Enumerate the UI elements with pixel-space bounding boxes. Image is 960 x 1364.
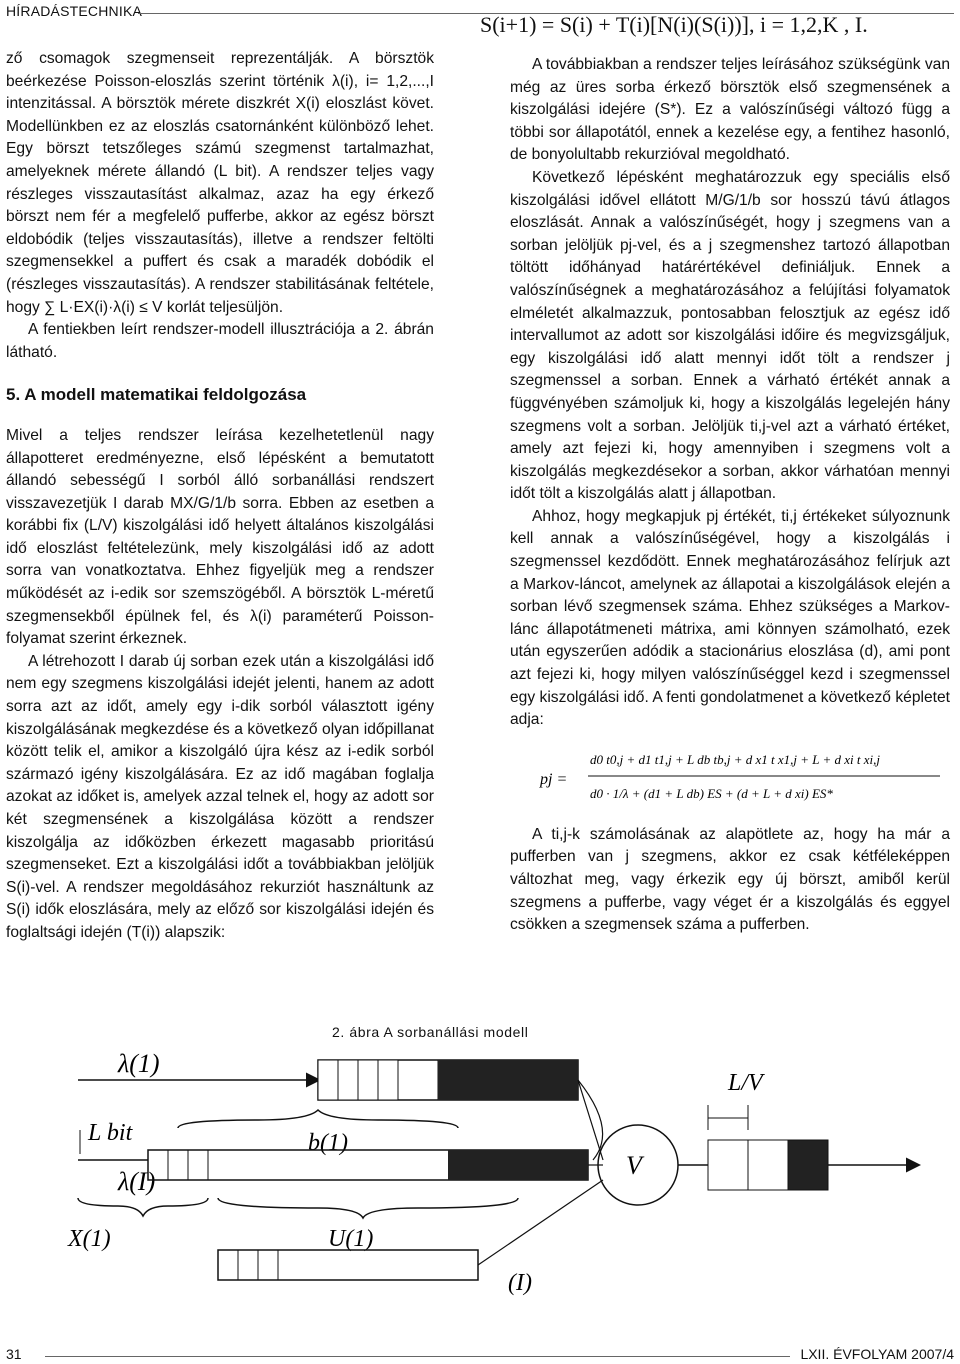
output-segments [708, 1140, 828, 1190]
right-column [480, 12, 950, 937]
I-label: (I) [508, 1270, 532, 1296]
buffer-bottom [218, 1250, 478, 1280]
queueing-model-figure [18, 1050, 942, 1330]
formula-numerator: d0 t0,j + d1 t1,j + L db tb,j + d x1 t x1,j + L + d xi t xi,j [590, 751, 881, 767]
pj-formula-svg [510, 736, 950, 816]
left-paragraph-1: ző csomagok szegmenseit reprezentálják. A börsztök beérkezése Poisson-eloszlás szerint történik λ(i), i= 1,2,...,I intenzitással. A börsztök mérete diszkrét X(i) eloszlást követ. Modellünkben ez az eloszlás csatornánként különböző lehet. Egy börszt tetszőleges számú szegmenst tartalmazhat, amelyeknek mérete állandó (L bit). A rendszer teljes vagy részleges visszautasítást alkalmaz, azaz ha egy érkező börszt nem fér a megfelelő pufferbe, akkor az egész börszt eldobódik (teljes visszautasítás), illetve a rendszer feltölti szegmensekkel a puffert és csak a maradék dobódik el (részleges visszautasítás). A rendszer stabilitásának feltétele, hogy ∑ L·EX(i)·λ(i) ≤ V korlát teljesüljön. [6, 50, 434, 316]
right-paragraph-3: Ahhoz, hogy megkapjuk pj értékét, ti,j értékeket súlyoznunk kell annak a valószínűségével, hogy a kiszolgálás i szegmenssel kezdődött. Ennek meghatározásához felírjuk azt a Markov-láncot, amelynek az állapotai a kiszolgálások elején a sorban lévő szegmensek száma. Ehhez szükséges a Markov-lánc állapotátmeneti mátrixa, ami könnyen számolható, ezek után egyszerűen adódik a stacionárius eloszlása (d), ami pont azt fejezi ki, hogy milyen valószínűséggel kezd i szegmenssel egy kiszolgálási idő. A fenti gondolatmenet a következő képletet adja: [510, 507, 950, 729]
left-paragraph-3: Mivel a teljes rendszer leírása kezelhetetlenül nagy állapotteret eredményezne, első lépésként a bemutatott állandó sebességű I sorból álló sorbanállási rendszert visszavezetjük I darab MX/G/1/b sorra. Ebben az esetben a korábbi fix (L/V) kiszolgálási idő helyett általános kiszolgálási idő eloszlást feltételezünk, mely kiszolgálási idő az adott sorra van vonatkoztatva. Ehhez figyeljük meg a rendszer működését az i-edik sor szemszögéből. A börsztök L-méretű szegmensekből épülnek fel, és λ(i) paraméterű Poisson-folyamat szerint érkeznek. [6, 426, 434, 648]
running-header: HÍRADÁSTECHNIKA [6, 3, 143, 19]
buffer-middle [148, 1150, 588, 1180]
b1-label: b(1) [308, 1130, 348, 1156]
X1-label: X(1) [68, 1226, 111, 1252]
right-paragraph-1: A továbbiakban a rendszer teljes leírásához szükségünk van még az üres sorba érkező börsztök első szegmensének a kiszolgálási idejére (S*). Ez a valószínűségi változó függ a többi sor állapotától, ennek a kezelése egy, a fentihez hasonló, de bonyolultabb rekurzióval megoldható. [510, 56, 950, 164]
lambda1-label: λ(1) [118, 1050, 160, 1078]
pj-formula [510, 736, 950, 816]
left-column [6, 48, 434, 945]
u1-brace [218, 1198, 518, 1218]
page-number: 31 [6, 1346, 22, 1362]
formula-lhs: pj = [540, 770, 568, 788]
buffer-1 [318, 1060, 578, 1100]
lbit-label: L bit [88, 1120, 133, 1146]
x1-brace [78, 1198, 208, 1216]
b1-brace [178, 1110, 458, 1128]
U1-label: U(1) [328, 1226, 374, 1252]
figure-caption: 2. ábra A sorbanállási modell [332, 1024, 529, 1040]
LV-label: L/V [728, 1070, 763, 1096]
right-paragraph-2: Következő lépésként meghatározzuk egy speciális első kiszolgálási idővel ellátott M/G/1/b sor hosszú távú átlagos eloszlását. Annak a valószínűségét, hogy j szegmens van a sorban jelöljük pj-vel, és a j szegmenshez tartozó állapotban töltött időhányad határértékével definiáljuk. Ennek a valószínűségnek a meghatározásához a felújítási folyamatok elméletét alkalmazzuk, pontosabban felosztjuk az egész idő intervallumot az adott sor kiszolgálási időire és megvizsgáljuk, egy kiszolgálási idő alatt mennyi időt tölt a rendszer j szegmenssel a sorban. Ennek a várható értékét annak a függvényében számoljuk ki, hogy a kiszolgálás legelején hány szegmens volt a sorban. Jelöljük ti,j-vel azt a várható értéket, amely azt fejezi ki, hogy amennyiben i szegmens volt a kiszolgálás megkezdésekor a sorban, akkor várhatóan mennyi időt tölt a kiszolgálás alatt j állapotban. [510, 168, 950, 503]
footer-rule [45, 1356, 790, 1357]
V-label: V [626, 1151, 642, 1180]
left-paragraph-2: A fentiekben leírt rendszer-modell illusztrációja a 2. ábrán látható. [6, 321, 434, 361]
recursion-equation: S(i+1) = S(i) + T(i)[N(i)(S(i))], i = 1,2,K , I. [480, 12, 868, 37]
volume-label: LXII. ÉVFOLYAM 2007/4 [800, 1346, 954, 1362]
lambdaI-label: λ(I) [118, 1167, 156, 1196]
left-paragraph-4: A létrehozott I darab új sorban ezek után a kiszolgálási idő nem egy szegmens kiszolgálási idejét jelenti, hanem az adott sorra azt az időt, amely egy i-dik sorból választott igény kiszolgálásának megkezdése és a következő olyan időpillanat között telik el, amikor a kiszolgáló újra kész az i-edik sorból származó igény kiszolgálására. Ez az idő magában foglalja azokat az időket is, amelyek azzal telnek el, hogy az adott sor két szegmensének a kiszolgálása között a rendszer kiszolgálja az időközben érkezett magasabb prioritású szegmenseket. Ezt a kiszolgálási időt a továbbiakban jelöljük S(i)-vel. A rendszer megoldásához rekurziót használtunk az S(i) idők eloszlására, mely az előző sor kiszolgálási idején és foglaltsági idején (T(i)) alapszik: [6, 652, 434, 941]
section-heading: 5. A modell matematikai feldolgozása [6, 385, 307, 405]
right-paragraph-4: A ti,j-k számolásának az alapötlete az, hogy ha már a pufferben van j szegmens, akkor ez csak kétféleképpen változhat meg, vagy érkezik egy új börszt, amiből kerül szegmens a pufferbe, vagy véget ér a kiszolgálás és eggyel csökken a szegmensek száma a pufferben. [510, 825, 950, 934]
formula-denominator: d0 · 1/λ + (d1 + L db) ES + (d + L + d xi) ES* [590, 785, 833, 801]
